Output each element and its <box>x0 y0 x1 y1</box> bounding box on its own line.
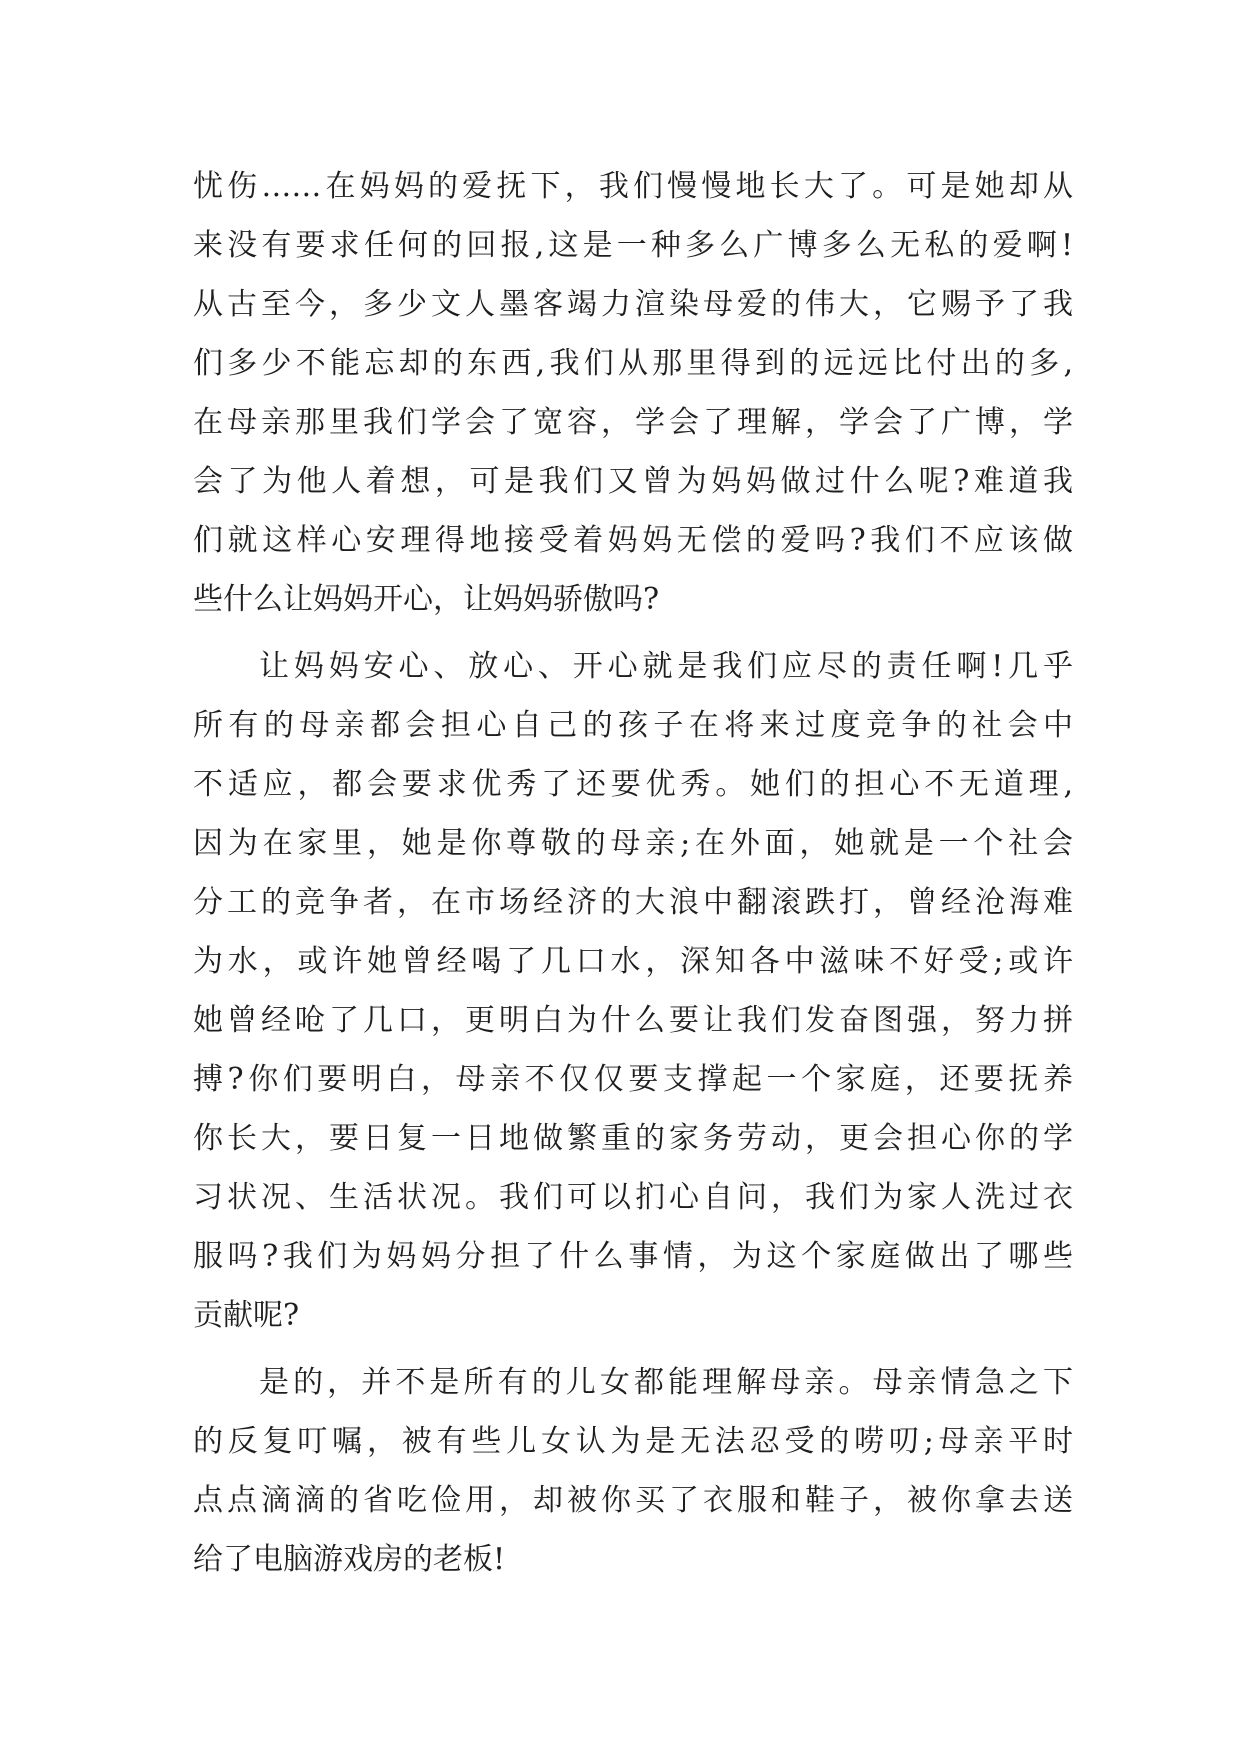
text-line: 不适应，都会要求优秀了还要优秀。她们的担心不无道理, <box>193 767 1073 802</box>
paragraph-3 <box>193 1353 1073 1589</box>
text-line: 给了电脑游戏房的老板! <box>193 1542 506 1577</box>
text-line: 从古至今，多少文人墨客竭力渲染母爱的伟大，它赐予了我 <box>193 287 1073 322</box>
text-line: 你长大，要日复一日地做繁重的家务劳动，更会担心你的学 <box>193 1121 1073 1156</box>
text-line: 来没有要求任何的回报,这是一种多么广博多么无私的爱啊! <box>193 228 1073 263</box>
text-line: 分工的竞争者，在市场经济的大浪中翻滚跌打，曾经沧海难 <box>193 885 1073 920</box>
text-line: 因为在家里，她是你尊敬的母亲;在外面，她就是一个社会 <box>193 826 1073 861</box>
text-line: 忧伤……在妈妈的爱抚下，我们慢慢地长大了。可是她却从 <box>193 169 1073 204</box>
text-line: 们多少不能忘却的东西,我们从那里得到的远远比付出的多, <box>193 346 1073 381</box>
text-line: 为水，或许她曾经喝了几口水，深知各中滋味不好受;或许 <box>193 944 1073 979</box>
text-line: 在母亲那里我们学会了宽容，学会了理解，学会了广博，学 <box>193 405 1073 440</box>
paragraph-2 <box>193 637 1073 1345</box>
text-line: 们就这样心安理得地接受着妈妈无偿的爱吗?我们不应该做 <box>193 523 1073 558</box>
text-line: 她曾经呛了几口，更明白为什么要让我们发奋图强，努力拼 <box>193 1003 1073 1038</box>
text-line: 贡献呢? <box>193 1298 300 1333</box>
document-body <box>193 157 1073 1589</box>
text-line: 让妈妈安心、放心、开心就是我们应尽的责任啊!几乎 <box>259 649 1073 684</box>
text-line: 些什么让妈妈开心，让妈妈骄傲吗? <box>193 582 660 617</box>
text-line: 的反复叮嘱，被有些儿女认为是无法忍受的唠叨;母亲平时 <box>193 1424 1073 1459</box>
text-line: 是的，并不是所有的儿女都能理解母亲。母亲情急之下 <box>259 1365 1073 1400</box>
text-line: 所有的母亲都会担心自己的孩子在将来过度竞争的社会中 <box>193 708 1073 743</box>
paragraph-1 <box>193 157 1073 629</box>
text-line: 会了为他人着想，可是我们又曾为妈妈做过什么呢?难道我 <box>193 464 1073 499</box>
text-line: 服吗?我们为妈妈分担了什么事情，为这个家庭做出了哪些 <box>193 1239 1073 1274</box>
text-line: 点点滴滴的省吃俭用，却被你买了衣服和鞋子，被你拿去送 <box>193 1483 1073 1518</box>
text-line: 搏?你们要明白，母亲不仅仅要支撑起一个家庭，还要抚养 <box>193 1062 1073 1097</box>
text-line: 习状况、生活状况。我们可以扪心自问，我们为家人洗过衣 <box>193 1180 1073 1215</box>
